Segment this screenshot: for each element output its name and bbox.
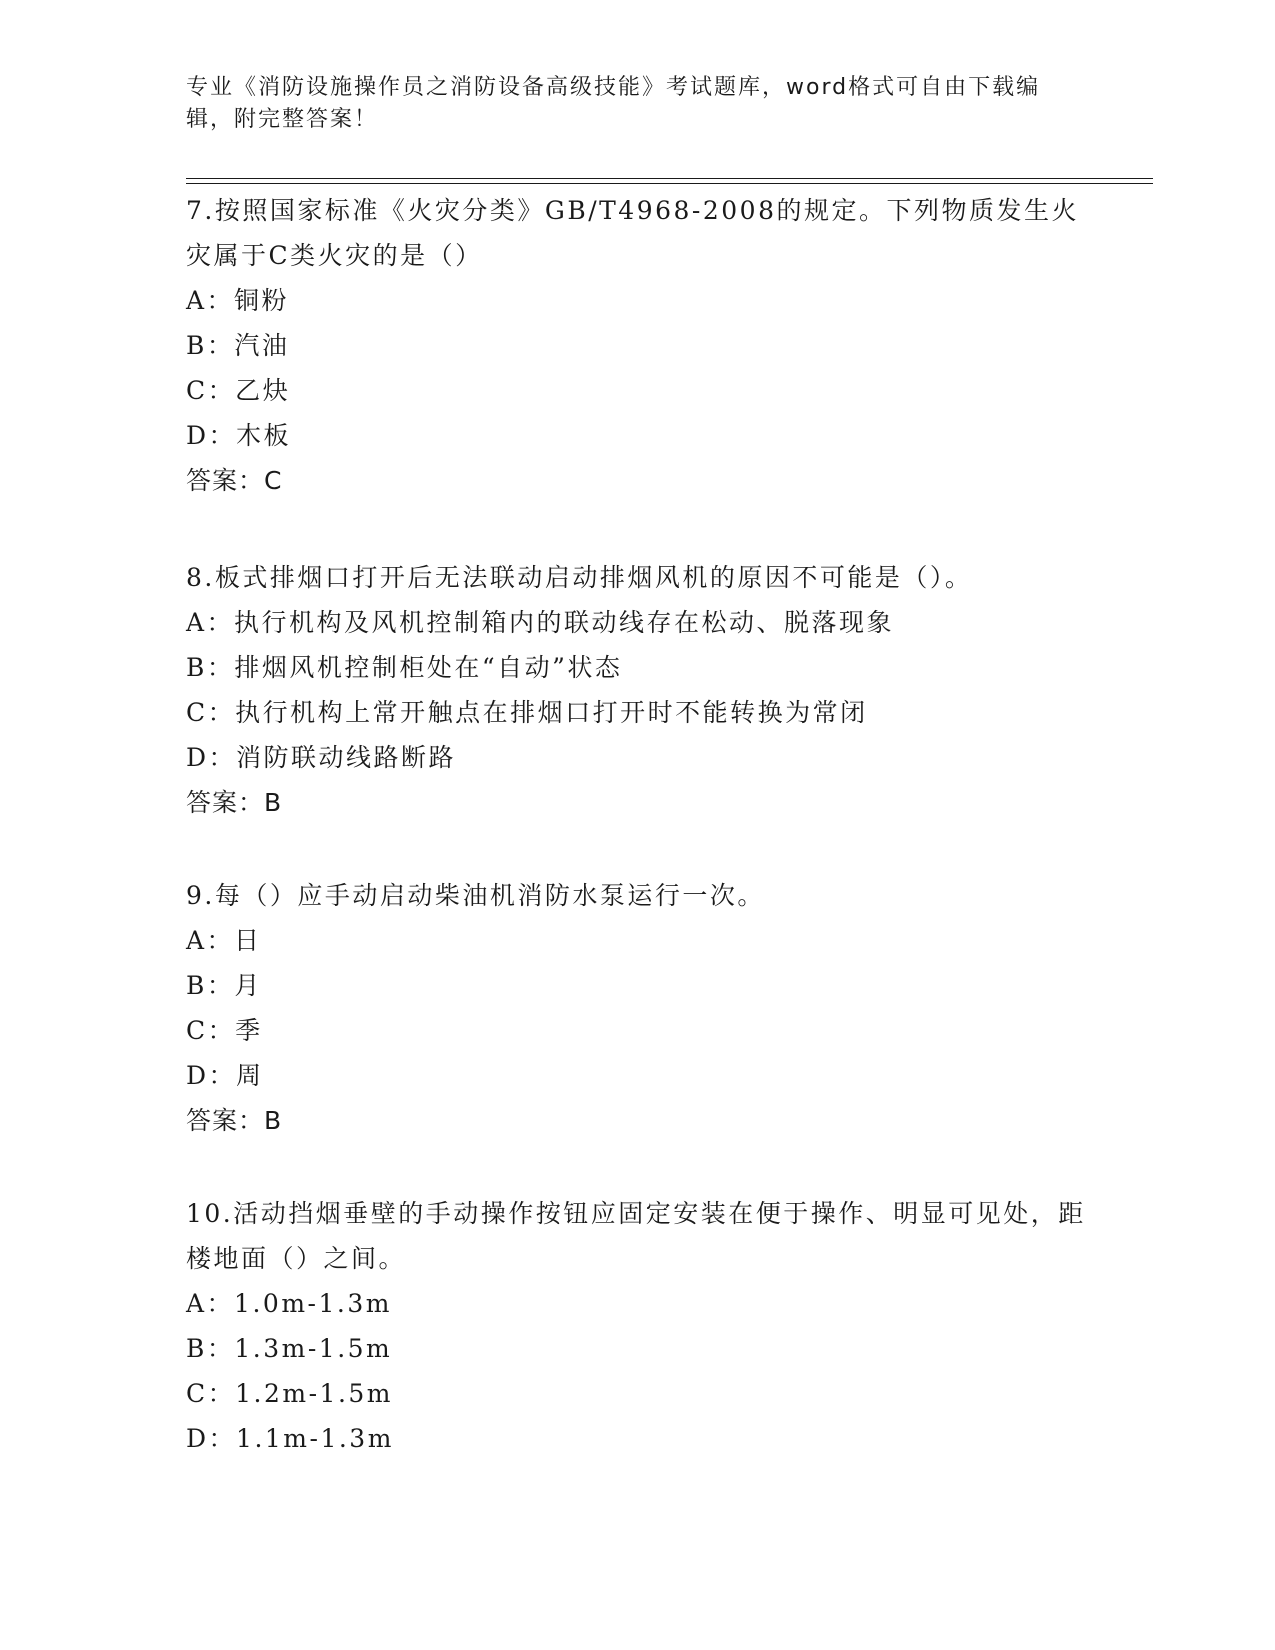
option-c: C：乙炔 — [186, 376, 291, 405]
question-8 — [186, 555, 1106, 825]
answer: 答案：B — [186, 1106, 283, 1135]
option-a: A：日 — [186, 926, 262, 955]
option-c: C：1.2m-1.5m — [186, 1379, 394, 1408]
question-stem: 7.按照国家标准《火灾分类》GB/T4968-2008的规定。下列物质发生火灾属于C类火灾的是（） — [186, 196, 1079, 270]
option-a: A：1.0m-1.3m — [186, 1289, 392, 1318]
option-c: C：执行机构上常开触点在排烟口打开时不能转换为常闭 — [186, 698, 868, 727]
question-stem: 9.每（）应手动启动柴油机消防水泵运行一次。 — [186, 881, 765, 910]
option-d: D：消防联动线路断路 — [186, 743, 457, 772]
answer: 答案：C — [186, 466, 283, 495]
option-b: B：排烟风机控制柜处在“自动”状态 — [186, 653, 623, 682]
header-divider-top — [186, 178, 1153, 179]
question-10 — [186, 1191, 1106, 1461]
option-a: A：执行机构及风机控制箱内的联动线存在松动、脱落现象 — [186, 608, 895, 637]
option-b: B：月 — [186, 971, 262, 1000]
option-d: D：木板 — [186, 421, 292, 450]
option-a: A：铜粉 — [186, 286, 290, 315]
option-d: D：1.1m-1.3m — [186, 1424, 394, 1453]
question-stem: 8.板式排烟口打开后无法联动启动排烟风机的原因不可能是（）。 — [186, 563, 973, 592]
question-9 — [186, 873, 1106, 1143]
option-d: D：周 — [186, 1061, 264, 1090]
answer: 答案：B — [186, 788, 283, 817]
document-header: 专业《消防设施操作员之消防设备高级技能》考试题库，word格式可自由下载编辑，附完整答案！ — [186, 75, 1041, 132]
option-b: B：汽油 — [186, 331, 290, 360]
option-b: B：1.3m-1.5m — [186, 1334, 393, 1363]
question-7 — [186, 188, 1106, 503]
header-divider-bottom — [186, 183, 1153, 184]
question-stem: 10.活动挡烟垂壁的手动操作按钮应固定安装在便于操作、明显可见处，距楼地面（）之间。 — [186, 1199, 1086, 1273]
option-c: C：季 — [186, 1016, 263, 1045]
